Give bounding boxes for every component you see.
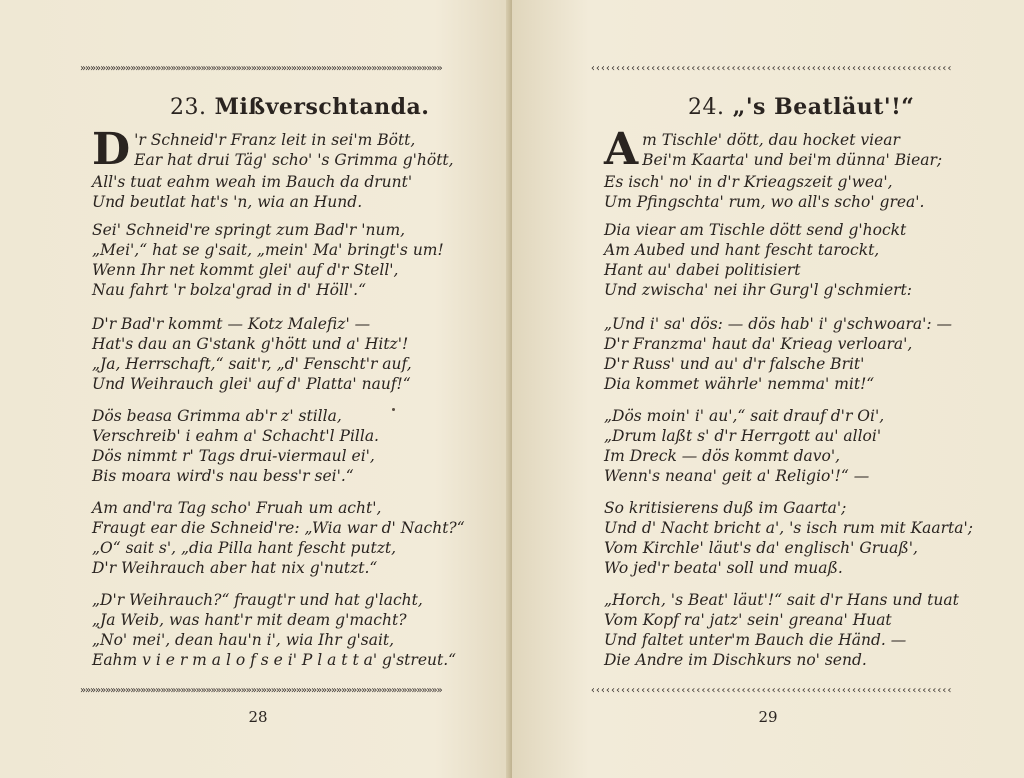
verse-line: Dös beasa Grimma ab'r z' stilla,	[92, 407, 342, 425]
verse-line: „Mei',“ hat se g'sait, „mein' Ma' bringt's um!	[92, 241, 444, 259]
drop-cap: D	[92, 124, 131, 175]
bottom-ornament-border: ‹‹‹‹‹‹‹‹‹‹‹‹‹‹‹‹‹‹‹‹‹‹‹‹‹‹‹‹‹‹‹‹‹‹‹‹‹‹‹‹‹‹‹‹‹‹‹‹‹‹‹‹‹‹‹‹‹‹‹‹‹‹‹‹‹‹‹‹‹‹‹‹	[590, 686, 952, 696]
stanza	[604, 220, 912, 300]
verse-line: Am Aubed und hant fescht tarockt,	[604, 241, 880, 259]
verse-line: Am and'ra Tag scho' Fruah um acht',	[92, 499, 382, 517]
stanza	[604, 124, 943, 212]
verse-line: So kritisierens duß im Gaarta';	[604, 499, 847, 517]
verse-line: Hant au' dabei politisiert	[604, 261, 801, 279]
verse-line: Verschreib' i eahm a' Schacht'l Pilla.	[92, 427, 379, 445]
verse-line: Dös nimmt r' Tags drui-viermaul ei',	[92, 447, 375, 465]
paper-speck	[392, 408, 395, 411]
verse-line: „O“ sait s', „dia Pilla hant fescht putzt,	[92, 539, 397, 557]
verse-line: D'r Bad'r kommt — Kotz Malefiz' —	[92, 315, 371, 333]
stanza	[92, 124, 454, 212]
stanza	[604, 590, 959, 670]
verse-line: Und Weihrauch glei' auf d' Platta' nauf!“	[92, 375, 411, 393]
verse-line: Dia viear am Tischle dött send g'hockt	[604, 221, 907, 239]
stanza	[604, 498, 973, 578]
verse-line: Und d' Nacht bricht a', 's isch rum mit Kaarta';	[604, 519, 973, 537]
verse-line: D'r Franzma' haut da' Krieag verloara',	[604, 335, 913, 353]
top-ornament-border: »»»»»»»»»»»»»»»»»»»»»»»»»»»»»»»»»»»»»»»»»»»»»»»»»»»»»»»»»»»»»»»»»»»»»»»»	[80, 64, 442, 74]
verse-line: Vom Kirchle' läut's da' englisch' Gruaß',	[604, 539, 918, 557]
poem-title-text: „'s Beatläut'!“	[732, 94, 915, 120]
verse-line: D'r Weihrauch aber hat nix g'nutzt.“	[92, 559, 378, 577]
drop-cap: A	[604, 124, 639, 175]
poem-title	[688, 94, 914, 120]
poem-number: 24.	[688, 95, 725, 120]
verse-line: 'r Schneid'r Franz leit in sei'm Bött,	[134, 131, 416, 149]
verse-line: Um Pfingschta' rum, wo all's scho' grea'.	[604, 193, 925, 211]
verse-line: Bei'm Kaarta' und bei'm dünna' Biear;	[642, 151, 943, 169]
verse-line: „Drum laßt s' d'r Herrgott au' alloi'	[604, 427, 882, 445]
verse-line: Und faltet unter'm Bauch die Händ. —	[604, 631, 907, 649]
verse-line: Es isch' no' in d'r Krieagszeit g'wea',	[604, 173, 893, 191]
verse-line: D'r Russ' und au' d'r falsche Brit'	[604, 355, 865, 373]
stanza	[604, 314, 952, 394]
page-number: 29	[758, 708, 778, 726]
verse-line: „Horch, 's Beat' läut'!“ sait d'r Hans und tuat	[604, 591, 959, 609]
verse-line: Wenn Ihr net kommt glei' auf d'r Stell',	[92, 261, 399, 279]
page-number: 28	[248, 708, 268, 726]
stanza	[92, 590, 456, 670]
verse-line: „Ja Weib, was hant'r mit deam g'macht?	[92, 611, 407, 629]
verse-line: „Ja, Herrschaft,“ sait'r, „d' Fenscht'r auf,	[92, 355, 412, 373]
stanza	[92, 406, 379, 486]
bottom-ornament-border: »»»»»»»»»»»»»»»»»»»»»»»»»»»»»»»»»»»»»»»»»»»»»»»»»»»»»»»»»»»»»»»»»»»»»»»»	[80, 686, 442, 696]
top-ornament-border: ‹‹‹‹‹‹‹‹‹‹‹‹‹‹‹‹‹‹‹‹‹‹‹‹‹‹‹‹‹‹‹‹‹‹‹‹‹‹‹‹‹‹‹‹‹‹‹‹‹‹‹‹‹‹‹‹‹‹‹‹‹‹‹‹‹‹‹‹‹‹‹‹	[590, 64, 952, 74]
stanza	[604, 406, 884, 486]
verse-line: Und zwischa' nei ihr Gurg'l g'schmiert:	[604, 281, 912, 299]
verse-line: Dia kommet währle' nemma' mit!“	[604, 375, 875, 393]
verse-line: Wo jed'r beata' soll und muaß.	[604, 559, 843, 577]
stanza	[92, 220, 444, 300]
verse-line: Fraugt ear die Schneid're: „Wia war d' Nacht?“	[92, 519, 465, 537]
verse-line: Im Dreck — dös kommt davo',	[604, 447, 841, 465]
verse-line: Die Andre im Dischkurs no' send.	[604, 651, 867, 669]
verse-line: Vom Kopf ra' jatz' sein' greana' Huat	[604, 611, 892, 629]
verse-line: Eahm v i e r m a l o f s e i' P l a t t a' g'streut.“	[92, 651, 457, 669]
verse-line: „Und i' sa' dös: — dös hab' i' g'schwoara': —	[604, 315, 953, 333]
verse-line: Und beutlat hat's 'n, wia an Hund.	[92, 193, 363, 211]
verse-line: „Dös moin' i' au',“ sait drauf d'r Oi',	[604, 407, 885, 425]
verse-line: Nau fahrt 'r bolza'grad in d' Höll'.“	[92, 281, 366, 299]
verse-line: Wenn's neana' geit a' Religio'!“ —	[604, 467, 870, 485]
verse-line: All's tuat eahm weah im Bauch da drunt'	[92, 173, 413, 191]
verse-line: m Tischle' dött, dau hocket viear	[642, 131, 900, 149]
verse-line: „No' mei', dean hau'n i', wia Ihr g'sait,	[92, 631, 395, 649]
poem-number: 23.	[170, 95, 207, 120]
stanza	[92, 314, 412, 394]
verse-line: Hat's dau an G'stank g'hött und a' Hitz'!	[92, 335, 409, 353]
poem-title-text: Mißverschtanda.	[214, 94, 430, 120]
poem-title	[170, 94, 429, 120]
verse-line: Bis moara wird's nau bess'r sei'.“	[92, 467, 354, 485]
stanza	[92, 498, 465, 578]
right-page	[512, 0, 1024, 778]
verse-line: Ear hat drui Täg' scho' 's Grimma g'hött,	[134, 151, 454, 169]
verse-line: Sei' Schneid're springt zum Bad'r 'num,	[92, 221, 406, 239]
verse-line: „D'r Weihrauch?“ fraugt'r und hat g'lacht,	[92, 591, 423, 609]
